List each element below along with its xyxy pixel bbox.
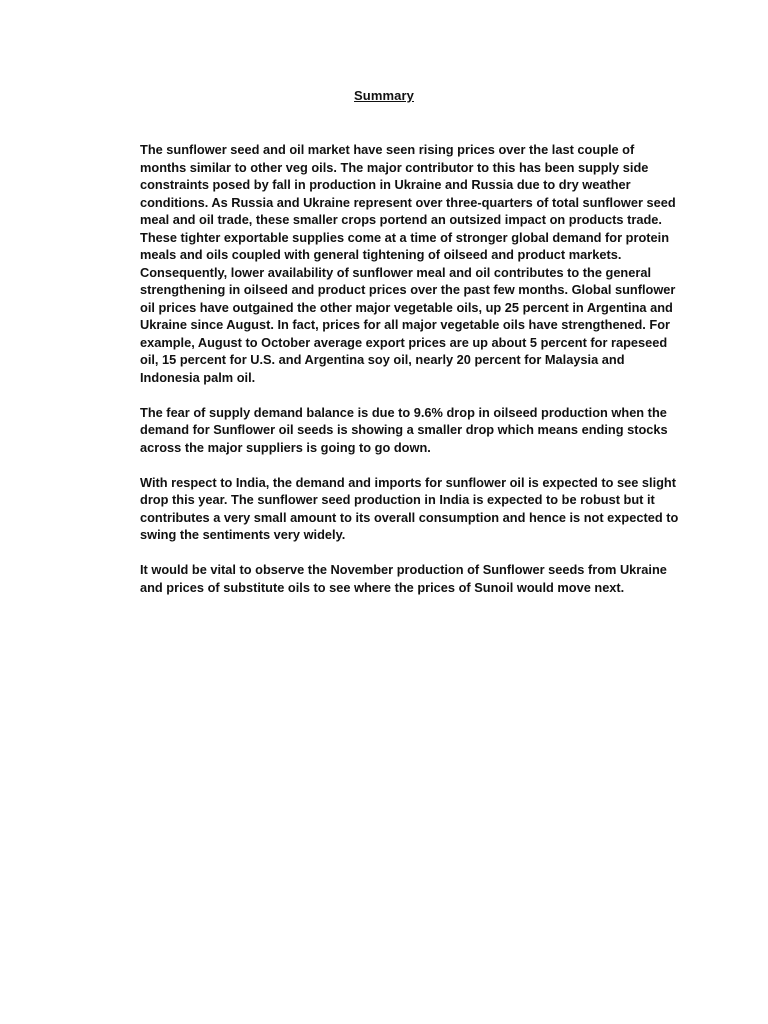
document-title: Summary <box>354 88 414 103</box>
paragraph-supply-demand: The fear of supply demand balance is due to 9.6% drop in oilseed production when the demand for Sunflower oil seeds is showing a smaller drop which means ending stocks across the major suppliers is going to go down. <box>140 404 668 455</box>
paragraph-market-overview: The sunflower seed and oil market have seen rising prices over the last couple of months similar to other veg oils. The major contributor to this has been supply side constraints posed by fall in production in Ukraine and Russia due to dry weather conditions. As Russia and Ukraine represent over three-quarters of total sunflower seed meal and oil trade, these smaller crops portend an outsized impact on products trade. These tighter exportable supplies come at a time of stronger global demand for protein meals and oils coupled with general tightening of oilseed and product markets. Consequently, lower availability of sunflower meal and oil contributes to the general strengthening in oilseed and product prices over the past few months. Global sunflower oil prices have outgained the other major vegetable oils, up 25 percent in Argentina and Ukraine since August. In fact, prices for all major vegetable oils have strengthened. For example, August to October average export prices are up about 5 percent for rapeseed oil, 15 percent for U.S. and Argentina soy oil, nearly 20 percent for Malaysia and Indonesia palm oil. <box>140 142 676 385</box>
paragraph-next-steps: It would be vital to observe the November production of Sunflower seeds from Ukraine and prices of substitute oils to see where the prices of Sunoil would move next. <box>140 562 667 595</box>
paragraph-india-outlook: With respect to India, the demand and imports for sunflower oil is expected to see slight drop this year. The sunflower seed production in India is expected to be robust but it contributes a very small amount to its overall consumption and hence is not expected to swing the sentiments very widely. <box>140 474 679 542</box>
document-body <box>140 141 680 614</box>
